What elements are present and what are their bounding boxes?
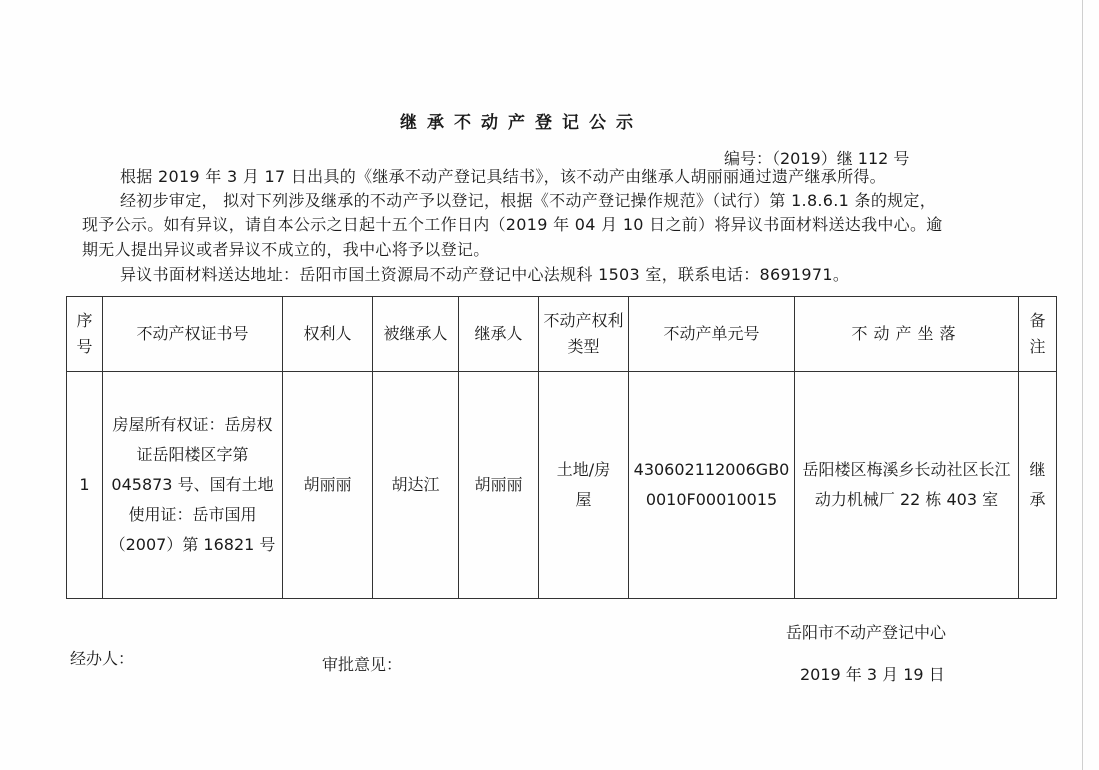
cell-seq: 1 [67, 372, 103, 599]
header-unit-no: 不动产单元号 [629, 297, 795, 372]
table-row [67, 372, 1057, 599]
header-right-holder: 权利人 [283, 297, 373, 372]
cell-decedent: 胡达江 [373, 372, 459, 599]
cell-right-type: 土地/房屋 [539, 372, 629, 599]
document-number: 编号：（2019）继 112 号 [724, 149, 910, 168]
header-cert-no: 不动产权证书号 [103, 297, 283, 372]
header-heir: 继承人 [459, 297, 539, 372]
header-right-type: 不动产权利类型 [539, 297, 629, 372]
paragraph-inheritance-basis: 根据 2019 年 3 月 17 日出具的《继承不动产登记具结书》，该不动产由继承人胡丽丽通过遗产继承所得。 [120, 167, 886, 186]
cell-remark: 继承 [1019, 372, 1057, 599]
header-seq: 序号 [67, 297, 103, 372]
registration-table [66, 296, 1057, 599]
approval-label: 审批意见： [322, 655, 403, 674]
header-remark: 备注 [1019, 297, 1057, 372]
paragraph-review-line1: 经初步审定， 拟对下列涉及继承的不动产予以登记，根据《不动产登记操作规范》（试行）第 1.8.6.1 条的规定， [120, 191, 937, 210]
paragraph-review-line3: 期无人提出异议或者异议不成立的，我中心将予以登记。 [82, 240, 490, 259]
document-title: 继承不动产登记公示 [400, 113, 643, 133]
cell-location: 岳阳楼区梅溪乡长动社区长江动力机械厂 22 栋 403 室 [795, 372, 1019, 599]
header-location: 不动产坐落 [795, 297, 1019, 372]
table-header-row [67, 297, 1057, 372]
handler-label: 经办人： [70, 649, 135, 668]
cell-heir: 胡丽丽 [459, 372, 539, 599]
issue-date: 2019 年 3 月 19 日 [800, 665, 945, 684]
cell-right-holder: 胡丽丽 [283, 372, 373, 599]
issuing-center-name: 岳阳市不动产登记中心 [786, 623, 947, 642]
paragraph-objection-address: 异议书面材料送达地址：岳阳市国土资源局不动产登记中心法规科 1503 室，联系电话：8691971。 [120, 265, 850, 284]
header-decedent: 被继承人 [373, 297, 459, 372]
scan-edge-line [1082, 0, 1083, 770]
cell-unit-no: 430602112006GB00010F00010015 [629, 372, 795, 599]
cell-cert-no: 房屋所有权证：岳房权证岳阳楼区字第 045873 号、国有土地使用证：岳市国用（2007）第 16821 号 [103, 372, 283, 599]
paragraph-review-line2: 现予公示。如有异议，请自本公示之日起十五个工作日内（2019 年 04 月 10 日之前）将异议书面材料送达我中心。逾 [82, 215, 943, 234]
